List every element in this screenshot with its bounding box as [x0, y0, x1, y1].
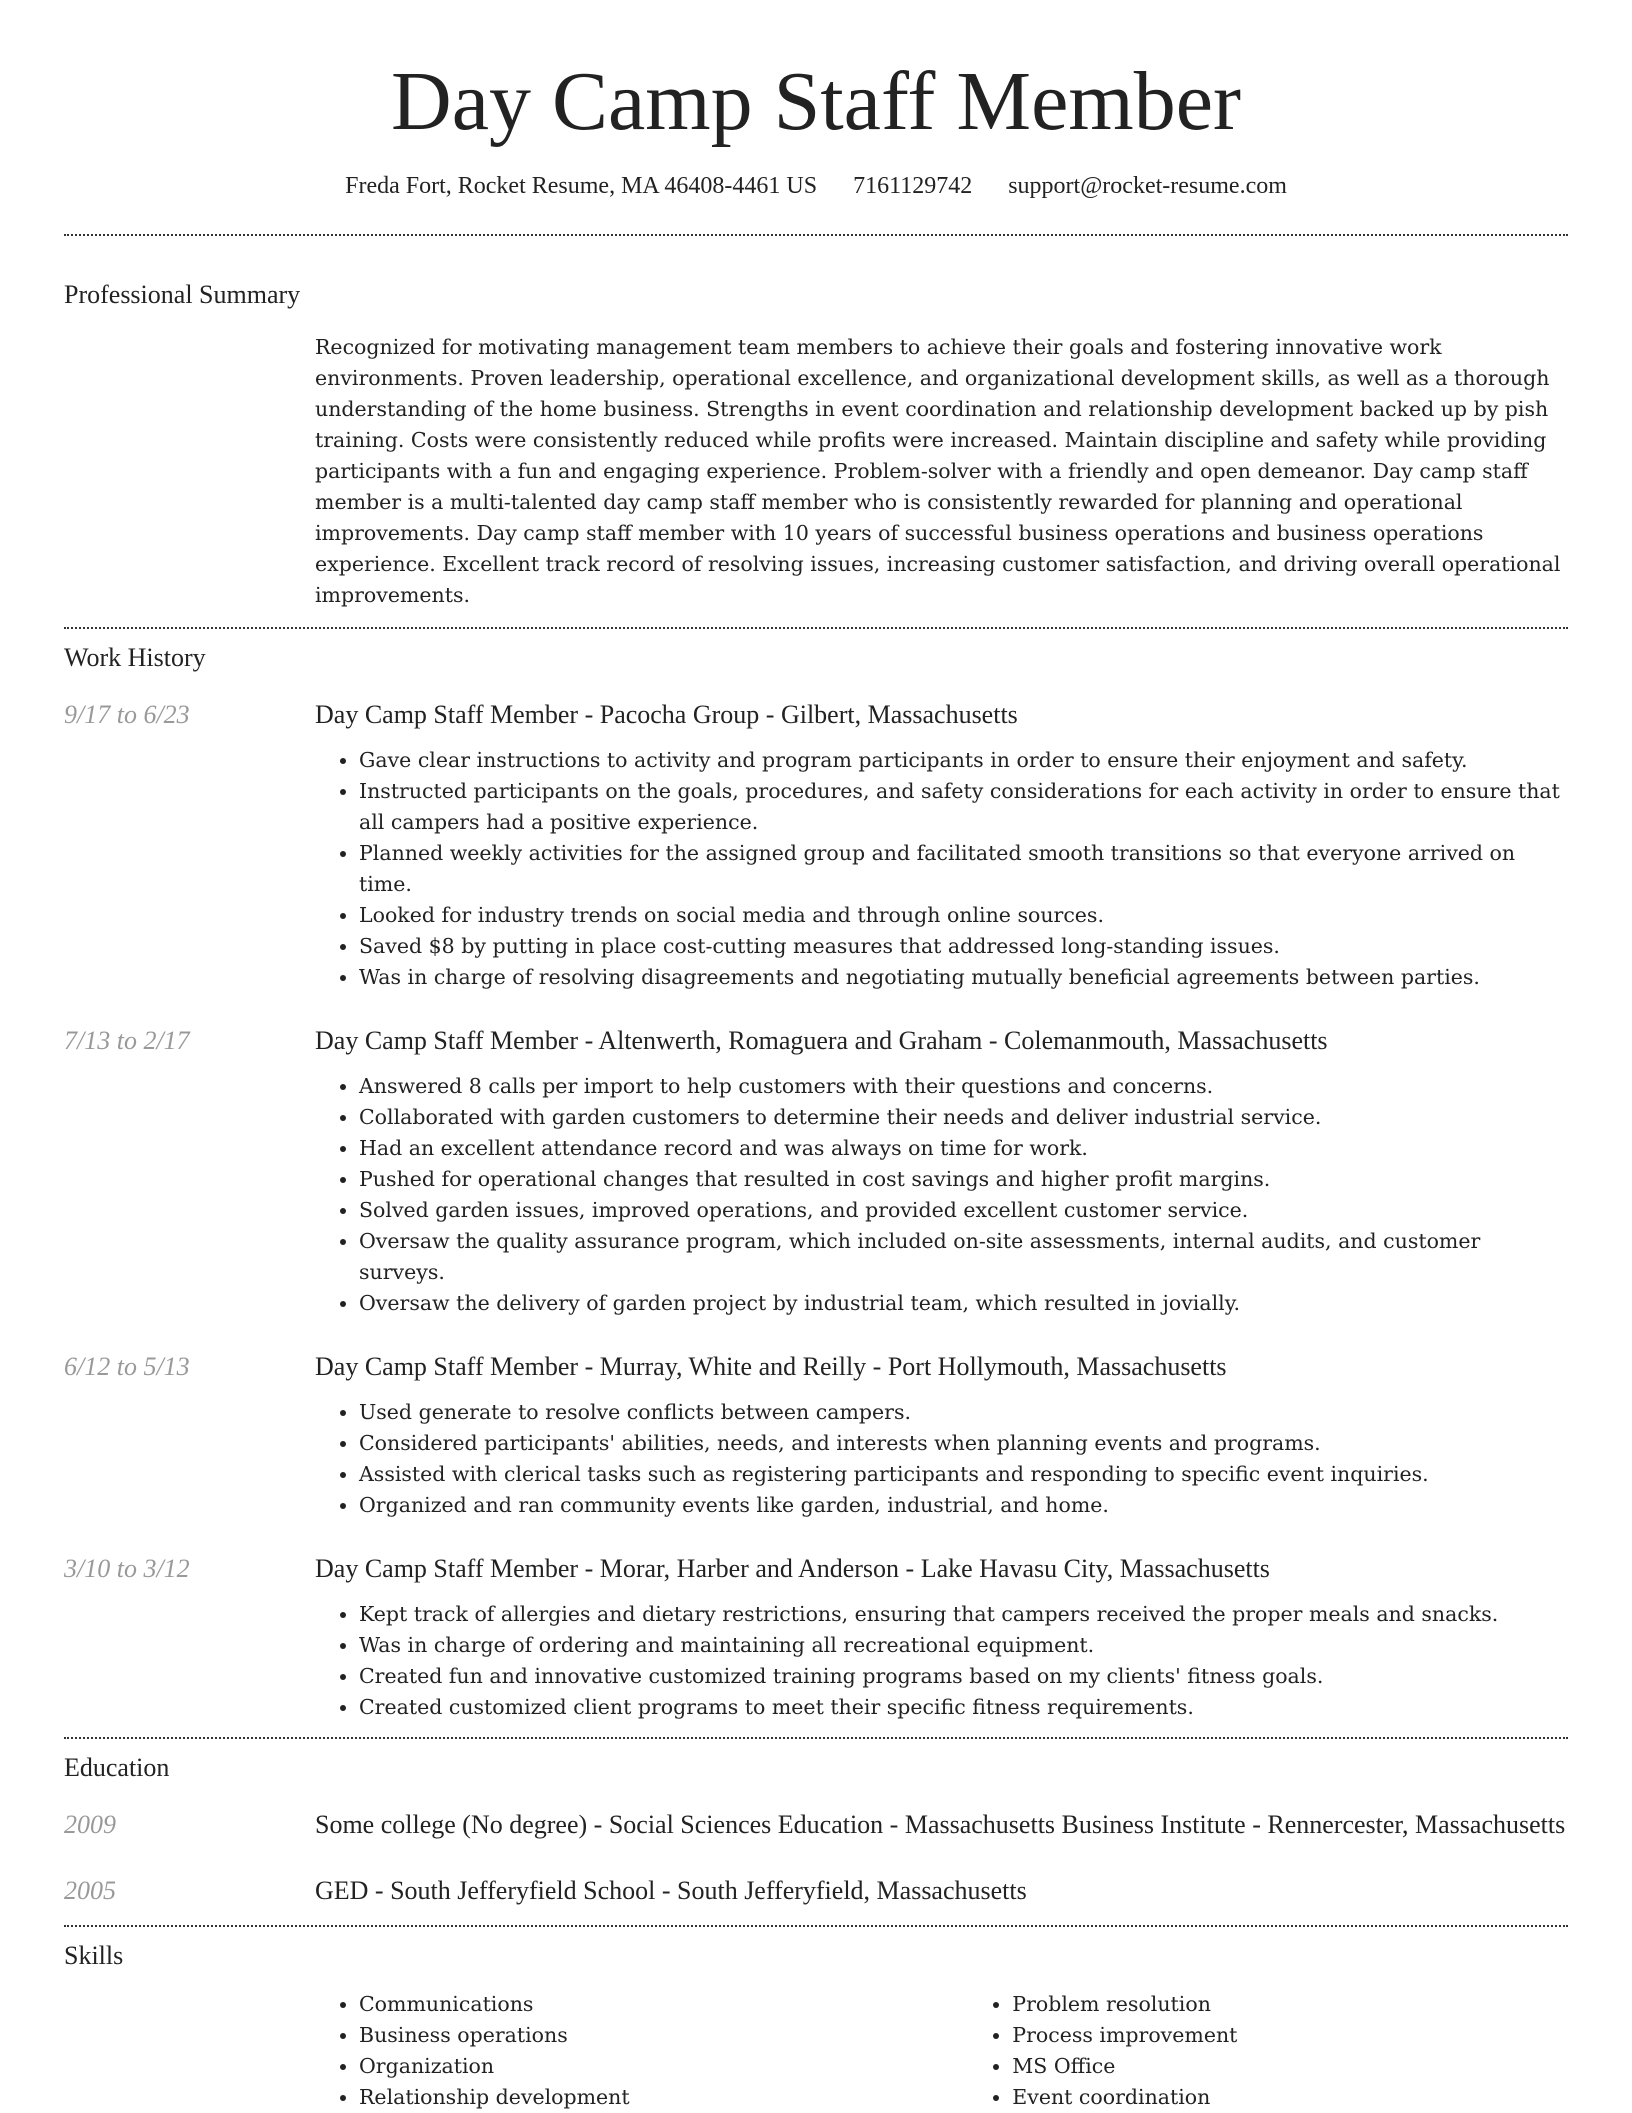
job-entry	[64, 1551, 1568, 1723]
contact-email: support@rocket-resume.com	[1008, 173, 1287, 199]
skill-item: • Communications	[359, 1989, 968, 2020]
job-bullet: • Was in charge of resolving disagreements and negotiating mutually beneficial agreements between parties.	[359, 962, 1568, 993]
skills-column-1	[315, 1989, 968, 2113]
job-heading: Day Camp Staff Member - Altenwerth, Romaguera and Graham - Colemanmouth, Massachusetts	[315, 1026, 1328, 1055]
job-bullets	[315, 1071, 1568, 1319]
job-entry	[64, 697, 1568, 993]
job-bullet: • Used generate to resolve conflicts between campers.	[359, 1397, 1568, 1428]
skill-item: • Problem resolution	[1012, 1989, 1568, 2020]
education-body	[315, 1873, 1568, 1909]
section-title-summary: Professional Summary	[64, 280, 301, 309]
education-entry	[64, 1807, 1568, 1843]
job-bullets	[315, 1397, 1568, 1521]
skill-item: • MS Office	[1012, 2051, 1568, 2082]
job-bullets	[315, 1599, 1568, 1723]
job-heading: Day Camp Staff Member - Murray, White and Reilly - Port Hollymouth, Massachusetts	[315, 1352, 1227, 1381]
summary-text: Recognized for motivating management team members to achieve their goals and fostering innovative work environments. Proven leadership, operational excellence, and organizational development skills, as well as a thorough understanding of the home business. Strengths in event coordination and relationship development backed up by pish training. Costs were consistently reduced while profits were increased. Maintain discipline and safety while providing participants with a fun and engaging experience. Problem-solver with a friendly and open demeanor. Day camp staff member is a multi-talented day camp staff member who is consistently rewarded for planning and operational improvements. Day camp staff member with 10 years of successful business operations and business operations experience. Excellent track record of resolving issues, increasing customer satisfaction, and driving overall operational improvements.	[315, 335, 1561, 607]
section-title-skills: Skills	[64, 1941, 124, 1970]
skill-item: • Organization	[359, 2051, 968, 2082]
job-body	[315, 1551, 1568, 1723]
education-entry	[64, 1873, 1568, 1909]
job-date: 3/10 to 3/12	[64, 1554, 190, 1583]
job-bullet: • Saved $8 by putting in place cost-cutting measures that addressed long-standing issues.	[359, 931, 1568, 962]
divider	[64, 1925, 1568, 1927]
resume-title: Day Camp Staff Member	[391, 55, 1241, 148]
skill-item: • Event coordination	[1012, 2082, 1568, 2113]
job-bullet: • Answered 8 calls per import to help customers with their questions and concerns.	[359, 1071, 1568, 1102]
job-date: 7/13 to 2/17	[64, 1026, 190, 1055]
section-title-education: Education	[64, 1753, 170, 1782]
job-date: 6/12 to 5/13	[64, 1352, 190, 1381]
divider	[64, 1737, 1568, 1739]
job-body	[315, 1349, 1568, 1521]
divider	[64, 627, 1568, 629]
job-bullet: • Oversaw the delivery of garden project by industrial team, which resulted in jovially.	[359, 1288, 1568, 1319]
job-entry	[64, 1023, 1568, 1319]
job-bullets	[315, 745, 1568, 993]
job-bullet: • Organized and ran community events like garden, industrial, and home.	[359, 1490, 1568, 1521]
education-date: 2005	[64, 1876, 116, 1905]
skill-item: • Process improvement	[1012, 2020, 1568, 2051]
divider	[64, 234, 1568, 236]
job-bullet: • Planned weekly activities for the assigned group and facilitated smooth transitions so that everyone arrived on time.	[359, 838, 1568, 900]
job-bullet: • Pushed for operational changes that resulted in cost savings and higher profit margins.	[359, 1164, 1568, 1195]
contact-phone: 7161129742	[853, 173, 973, 199]
job-body	[315, 1023, 1568, 1319]
section-title-work: Work History	[64, 643, 206, 672]
job-date: 9/17 to 6/23	[64, 700, 190, 729]
job-heading: Day Camp Staff Member - Morar, Harber and Anderson - Lake Havasu City, Massachusetts	[315, 1554, 1270, 1583]
job-bullet: • Created fun and innovative customized training programs based on my clients' fitness goals.	[359, 1661, 1568, 1692]
education-heading: Some college (No degree) - Social Sciences Education - Massachusetts Business Institute - Rennercester, Massachusetts	[315, 1810, 1566, 1839]
skill-item: • Relationship development	[359, 2082, 968, 2113]
resume-header	[0, 0, 1632, 202]
job-bullet: • Collaborated with garden customers to determine their needs and deliver industrial service.	[359, 1102, 1568, 1133]
education-heading: GED - South Jefferyfield School - South Jefferyfield, Massachusetts	[315, 1876, 1027, 1905]
job-bullet: • Solved garden issues, improved operations, and provided excellent customer service.	[359, 1195, 1568, 1226]
job-heading: Day Camp Staff Member - Pacocha Group - Gilbert, Massachusetts	[315, 700, 1018, 729]
skill-item: • Business operations	[359, 2020, 968, 2051]
job-bullet: • Looked for industry trends on social media and through online sources.	[359, 900, 1568, 931]
job-bullet: • Gave clear instructions to activity and program participants in order to ensure their enjoyment and safety.	[359, 745, 1568, 776]
job-bullet: • Instructed participants on the goals, procedures, and safety considerations for each activity in order to ensure that all campers had a positive experience.	[359, 776, 1568, 838]
job-bullet: • Had an excellent attendance record and was always on time for work.	[359, 1133, 1568, 1164]
skills-list	[315, 1989, 1568, 2113]
contact-address: Freda Fort, Rocket Resume, MA 46408-4461 US	[345, 173, 818, 199]
education-date: 2009	[64, 1810, 116, 1839]
job-bullet: • Created customized client programs to meet their specific fitness requirements.	[359, 1692, 1568, 1723]
job-bullet: • Oversaw the quality assurance program, which included on-site assessments, internal audits, and customer surveys.	[359, 1226, 1568, 1288]
education-body	[315, 1807, 1568, 1843]
job-bullet: • Considered participants' abilities, needs, and interests when planning events and programs.	[359, 1428, 1568, 1459]
job-entry	[64, 1349, 1568, 1521]
job-body	[315, 697, 1568, 993]
job-bullet: • Was in charge of ordering and maintaining all recreational equipment.	[359, 1630, 1568, 1661]
skills-column-2	[968, 1989, 1568, 2113]
job-bullet: • Kept track of allergies and dietary restrictions, ensuring that campers received the proper meals and snacks.	[359, 1599, 1568, 1630]
job-bullet: • Assisted with clerical tasks such as registering participants and responding to specific event inquiries.	[359, 1459, 1568, 1490]
contact-line	[0, 170, 1632, 202]
